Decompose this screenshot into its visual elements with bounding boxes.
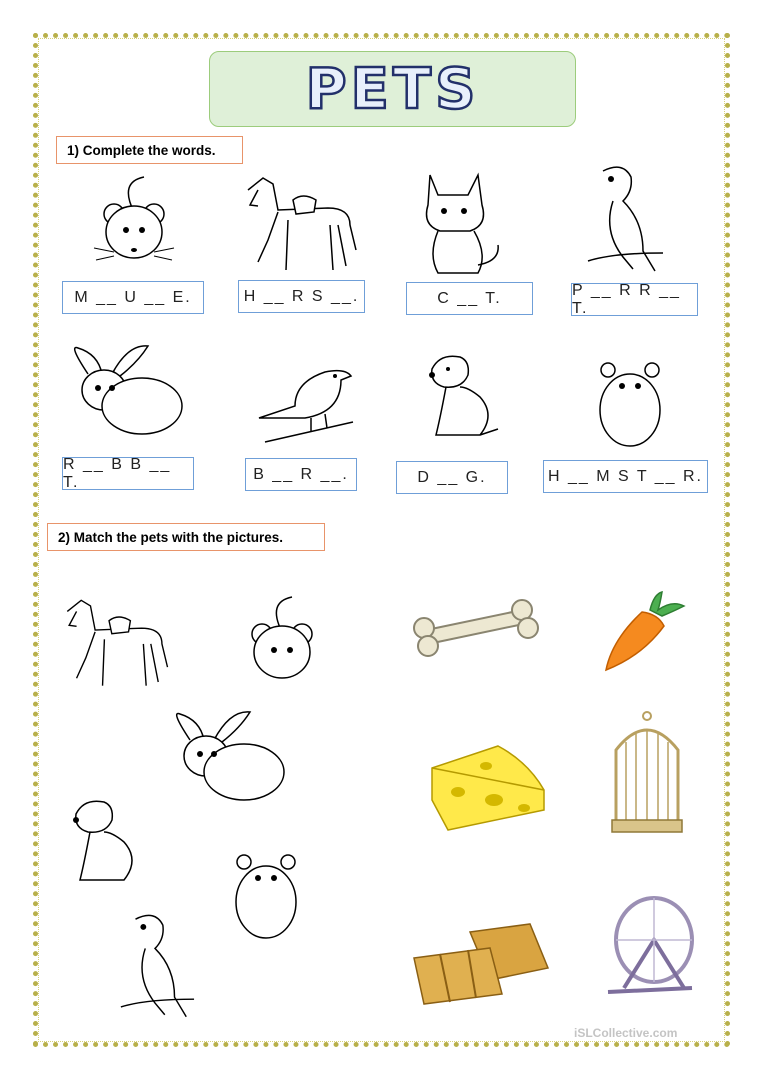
hamster-icon (596, 356, 666, 450)
word-box-bird[interactable]: B __ R __. (245, 458, 357, 491)
mouse-icon (74, 172, 184, 272)
word-box-dog[interactable]: D __ G. (396, 461, 508, 494)
match-mouse-icon (222, 592, 332, 692)
match-parrot-icon (116, 908, 196, 1024)
bird-icon (255, 362, 357, 444)
match-horse-icon (58, 590, 174, 696)
title-banner (209, 51, 576, 127)
word-box-hamster[interactable]: H __ M S T __ R. (543, 460, 708, 493)
hay-icon (410, 918, 550, 1006)
parrot-icon (583, 161, 665, 277)
horse-icon (238, 170, 363, 278)
cheese-icon (428, 742, 550, 832)
cat-icon (408, 165, 508, 277)
cage-icon (606, 710, 688, 836)
match-hamster-icon (232, 848, 302, 942)
match-dog-icon (64, 794, 146, 886)
word-box-mouse[interactable]: M __ U __ E. (62, 281, 204, 314)
word-box-horse[interactable]: H __ R S __. (238, 280, 365, 313)
watermark: iSLCollective.com (574, 1026, 678, 1040)
rabbit-icon (68, 344, 188, 444)
carrot-icon (602, 590, 686, 674)
page-title: PETS (305, 56, 480, 122)
word-box-rabbit[interactable]: R __ B B __ T. (62, 457, 194, 490)
bone-icon (410, 598, 542, 660)
word-box-cat[interactable]: C __ T. (406, 282, 533, 315)
word-box-parrot[interactable]: P __ R R __ T. (571, 283, 698, 316)
dog-icon (420, 349, 502, 441)
section-2-label: 2) Match the pets with the pictures. (47, 523, 325, 551)
match-rabbit-icon (170, 710, 290, 810)
hamster-wheel-icon (604, 892, 696, 996)
section-1-label: 1) Complete the words. (56, 136, 243, 164)
